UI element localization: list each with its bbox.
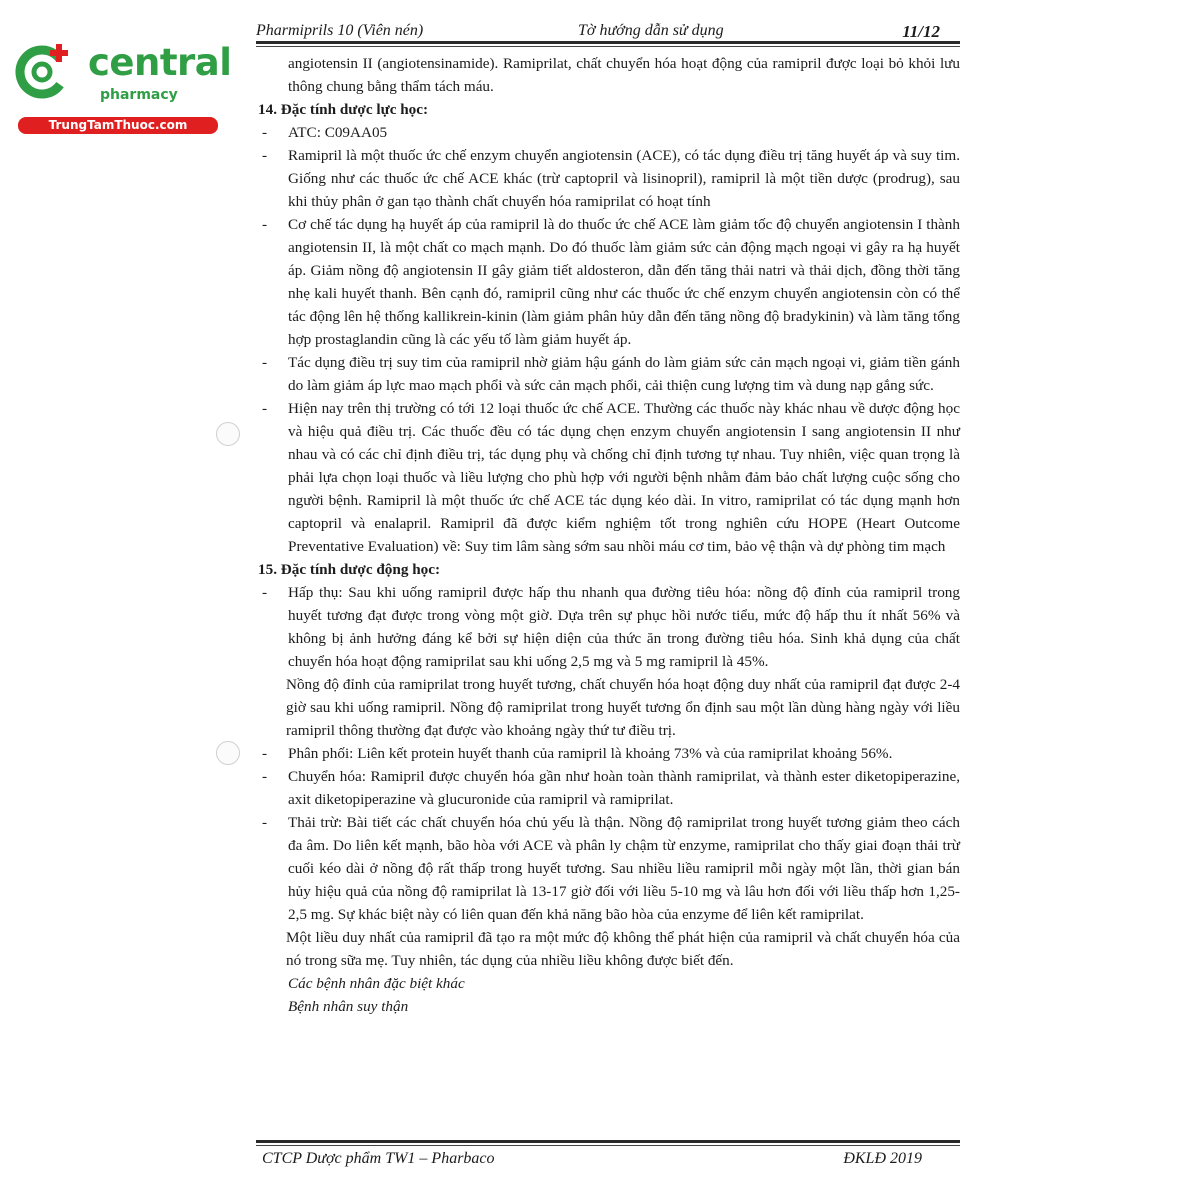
document-body xyxy=(258,52,960,1018)
footer-rule xyxy=(256,1140,960,1143)
distribution-item: - Phân phối: Liên kết protein huyết thanh của ramipril là khoảng 73% và của ramiprilat khoảng 56%. xyxy=(262,745,893,762)
elimination-item: - Thải trừ: Bài tiết các chất chuyển hóa chủ yếu là thận. Nồng độ ramiprilat trong huyết tương giảm theo cách đa âm. Do liên kết mạnh, bão hòa với ACE và phân ly chậm từ enzyme, ramiprilat cho thấy giai đoạn thải trừ cuối kéo dài ở nồng độ rất thấp trong huyết tương. Sau nhiều liều ramipril mỗi ngày một lần, thời gian bán hủy hiệu quả của nồng độ ramiprilat là 13-17 giờ đối với liều 5-10 mg và lâu hơn đối với liều thấp hơn 1,25-2,5 mg. Sự khác biệt này có liên quan đến khả năng bão hòa của enzyme để liên kết ramiprilat. xyxy=(262,814,960,923)
breast-milk-paragraph: Một liều duy nhất của ramipril đã tạo ra một mức độ không thể phát hiện của ramipril và chất chuyển hóa của nó trong sữa mẹ. Tuy nhiên, tác dụng của nhiều liều không được biết đến. xyxy=(286,929,960,969)
list-item: - ATC: C09AA05 xyxy=(262,124,388,141)
peak-concentration-paragraph: Nồng độ đỉnh của ramiprilat trong huyết tương, chất chuyển hóa hoạt động duy nhất của ramipril đạt được 2-4 giờ sau khi uống ramipril. Nồng độ ramiprilat trong huyết tương ổn định sau một lần dùng hàng ngày với liều ramipril thông thường đạt được vào khoảng ngày thứ tư điều trị. xyxy=(286,676,960,739)
list-item: - Tác dụng điều trị suy tim của ramipril nhờ giảm hậu gánh do làm giảm sức cản mạch ngoại vi, giảm tiền gánh do làm giảm áp lực mao mạch phổi và sức cản mạch phổi, cải thiện cung lượng tim và dung nạp gắng sức. xyxy=(262,354,960,394)
metabolism-item: - Chuyển hóa: Ramipril được chuyển hóa gần như hoàn toàn thành ramiprilat, và thành ester diketopiperazine, axit diketopiperazine và glucuronide của ramipril và ramiprilat. xyxy=(262,768,960,808)
logo-url: TrungTamThuoc.com xyxy=(18,117,218,134)
header-rule xyxy=(256,41,960,44)
logo-brand: central xyxy=(88,41,232,84)
header-rule-thin xyxy=(256,46,960,47)
footer-rule-thin xyxy=(256,1145,960,1146)
header-product: Pharmiprils 10 (Viên nén) xyxy=(256,22,424,39)
list-item: - Hiện nay trên thị trường có tới 12 loại thuốc ức chế ACE. Thường các thuốc này khác nhau về dược động học và hiệu quả điều trị. Các thuốc đều có tác dụng chẹn enzym chuyển angiotensin I sang angiotensin II như nhau và có các chỉ định điều trị, tác dụng phụ và chống chỉ định tương tự nhau. Tuy nhiên, việc quan trọng là phải lựa chọn loại thuốc và liều lượng cho phù hợp với người bệnh nhằm đảm bảo chất lượng cuộc sống cho người bệnh. Ramipril là một thuốc ức chế ACE tác dụng kéo dài. In vitro, ramiprilat có tác dụng mạnh hơn captopril và enalapril. Ramipril đã được kiểm nghiệm tốt trong nghiên cứu HOPE (Heart Outcome Preventative Evaluation) về: Suy tim lâm sàng sớm sau nhồi máu cơ tim, bảo vệ thận và dự phòng tim mạch xyxy=(262,400,960,555)
binder-hole xyxy=(216,741,240,765)
central-pharmacy-logo xyxy=(10,40,232,140)
page-number: 11/12 xyxy=(902,22,940,41)
list-item: - Ramipril là một thuốc ức chế enzym chuyển angiotensin (ACE), có tác dụng điều trị tăng huyết áp và suy tim. Giống như các thuốc ức chế ACE khác (trừ captopril và lisinopril), ramipril là một tiền dược (prodrug), sau khi thủy phân ở gan tạo thành chất chuyển hóa ramiprilat có hoạt tính xyxy=(262,147,960,210)
special-patients-subheading: Các bệnh nhân đặc biệt khác xyxy=(288,975,465,992)
footer-registration: ĐKLĐ 2019 xyxy=(843,1150,922,1167)
intro-paragraph: angiotensin II (angiotensinamide). Ramiprilat, chất chuyển hóa hoạt động của ramipril được loại bỏ khỏi lưu thông chung bằng thẩm tách máu. xyxy=(288,55,960,95)
section-15-heading: 15. Đặc tính dược động học: xyxy=(258,561,441,578)
header-doc-title: Tờ hướng dẫn sử dụng xyxy=(578,22,724,39)
binder-hole xyxy=(216,422,240,446)
section-14-heading: 14. Đặc tính dược lực học: xyxy=(258,101,429,118)
list-item: - Cơ chế tác dụng hạ huyết áp của ramipril là do thuốc ức chế ACE làm giảm tốc độ chuyển angiotensin I thành angiotensin II, là một chất co mạch mạnh. Do đó thuốc làm giảm sức cản động mạch ngoại vi gây ra hạ huyết áp. Giảm nồng độ angiotensin II gây giảm tiết aldosteron, dẫn đến tăng thải natri và thải dịch, đồng thời tăng nhẹ kali huyết thanh. Bên cạnh đó, ramipril cũng như các thuốc ức chế enzym chuyển angiotensin còn có thể tác động lên hệ thống kallikrein-kinin (làm giảm phân hủy dẫn đến tăng nồng độ bradykinin) và làm tăng tổng hợp prostaglandin cũng là các yếu tố làm giảm huyết áp. xyxy=(262,216,960,348)
logo-sub: pharmacy xyxy=(100,87,178,103)
absorption-item: - Hấp thụ: Sau khi uống ramipril được hấp thu nhanh qua đường tiêu hóa: nồng độ đỉnh của ramipril trong huyết tương đạt được trong vòng một giờ. Dựa trên sự phục hồi nước tiểu, mức độ hấp thu ít nhất 56% và không bị ảnh hưởng đáng kể bởi sự hiện diện của thức ăn trong đường tiêu hóa. Sinh khả dụng của chất chuyển hóa hoạt động ramiprilat sau khi uống 2,5 mg và 5 mg ramipril là 45%. xyxy=(262,584,960,670)
footer-company: CTCP Dược phẩm TW1 – Pharbaco xyxy=(262,1150,495,1167)
pharmacy-cross-icon xyxy=(12,42,72,102)
renal-subheading: Bệnh nhân suy thận xyxy=(288,998,409,1015)
